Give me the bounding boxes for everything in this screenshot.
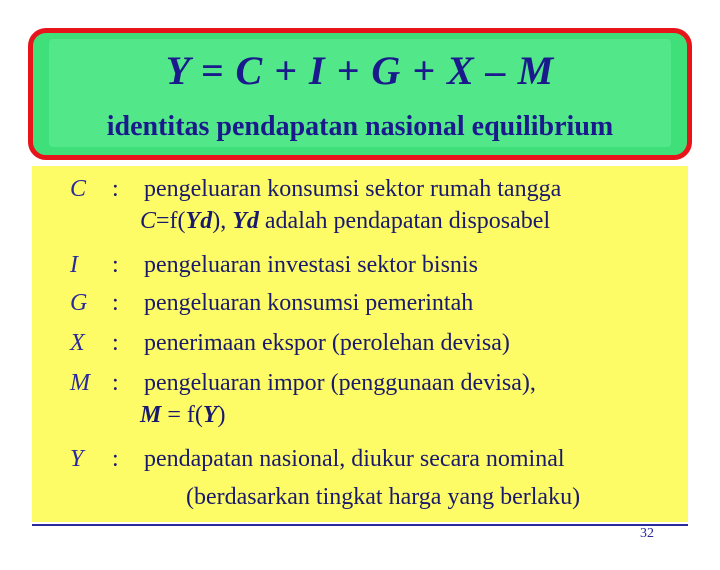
definition-text: pengeluaran konsumsi pemerintah — [144, 290, 474, 316]
yd-symbol: Yd — [185, 208, 213, 234]
definition-text: pengeluaran investasi sektor bisnis — [144, 252, 478, 278]
footer-divider — [32, 524, 688, 526]
import-function — [140, 400, 226, 430]
y-symbol: Y — [202, 402, 218, 428]
definition-colon: : — [112, 290, 119, 316]
title-inner-panel — [49, 39, 671, 147]
definitions-panel — [32, 166, 688, 522]
equation-title: Y = C + I + G + X – M — [165, 48, 555, 93]
m-func-open: = f( — [161, 402, 203, 428]
definition-text: pengeluaran impor (penggunaan devisa), — [144, 370, 536, 396]
c-func-close: ), — [212, 208, 233, 234]
definition-text: pendapatan nasional, diukur secara nominal — [144, 446, 565, 472]
definition-symbol: I — [70, 252, 78, 278]
page-number: 32 — [640, 526, 654, 541]
definition-symbol: G — [70, 290, 88, 316]
yd-symbol-2: Yd — [232, 208, 259, 234]
yd-description: adalah pendapatan disposabel — [258, 208, 551, 234]
c-symbol: C — [140, 208, 157, 234]
m-symbol: M — [140, 402, 162, 428]
consumption-function — [140, 206, 550, 236]
definition-colon: : — [112, 176, 119, 202]
definition-text: pengeluaran konsumsi sektor rumah tangga — [144, 176, 562, 202]
definition-symbol: Y — [70, 446, 84, 472]
definition-colon: : — [112, 330, 119, 356]
definition-symbol: C — [70, 176, 87, 202]
nominal-note: (berdasarkan tingkat harga yang berlaku) — [186, 484, 581, 510]
title-banner — [28, 28, 692, 160]
definition-symbol: M — [70, 370, 90, 396]
c-func-open: =f( — [156, 208, 186, 234]
definition-symbol: X — [70, 330, 85, 356]
m-func-close: ) — [217, 402, 226, 428]
equation-subtitle: identitas pendapatan nasional equilibrium — [106, 111, 614, 142]
definition-colon: : — [112, 446, 119, 472]
definition-text: penerimaan ekspor (perolehan devisa) — [144, 330, 510, 356]
definition-colon: : — [112, 252, 119, 278]
definition-colon: : — [112, 370, 119, 396]
